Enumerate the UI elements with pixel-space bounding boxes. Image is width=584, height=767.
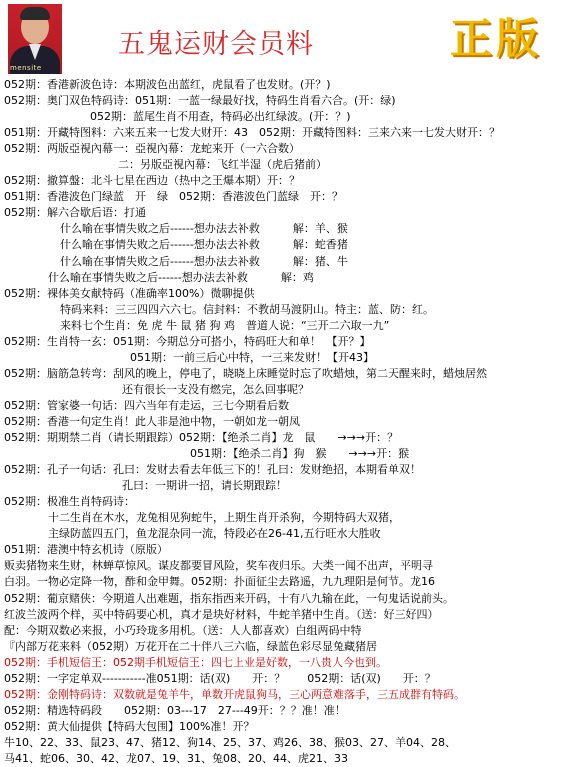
content-line: 052期：一字定单双-----------准051期：话(双) 开：？ 052期：话(双) 开：？ xyxy=(4,671,436,685)
content-line: 052期：手机短信王：052期手机短信王：四七上业是好数，一八贵人今也到。 xyxy=(4,655,387,669)
content-line: 主绿防蓝四五门，鱼龙混杂同一流，特段必在26-41,五行旺水大胜收 xyxy=(48,527,381,541)
content-line: 052期：极准生肖特码诗： xyxy=(4,495,135,509)
content-line: 什么喻在事情失败之后------想办法去补救 解：蛇香猪 xyxy=(60,238,348,252)
content-line: 052期：香港一句定生肖！此人非是池中物，一朝如龙一朝凤 xyxy=(4,414,300,428)
content-line: 052期：生肖特一玄：051期：今期总分可搭小，特码旺大和单！ 【开？】 xyxy=(4,334,371,348)
content-line: 配：今期双数必来报，小巧玲珑多用机。（送：人人都喜欢）白组两码中特 xyxy=(4,623,362,637)
content-line: 052期：脑筋急转弯：刮风的晚上，停电了，晓晓上床睡觉时忘了吹蜡烛，第二天醒来时，蜡烛居然 xyxy=(4,366,487,380)
content-line: 052期：管家婆一句话：四六当年有走运，三七今期看后数 xyxy=(4,398,289,412)
content-line: 白羽。一物必定降一物，酢和金甲舞。052期：扑面征尘去路遥，九九理阳是何节。龙16 xyxy=(4,575,435,589)
content-line: 什么喻在事情失败之后------想办法去补救 解：鸡 xyxy=(48,270,314,284)
content-line: 孔曰：一期讲一招，请长期跟踪！ xyxy=(122,479,287,493)
content-line: 红波兰波两个样，买中特码要心机，真才是块好材料，牛蛇羊猪中生肖。（送：好三好四） xyxy=(4,607,439,621)
content-line: 贩卖猪物来生财，林蝉草惊风。谋皮都要冒风险，奖车夜归乐。大类一闻不出声，平明寻 xyxy=(4,559,433,573)
content-line: 051期：香港波色门绿蓝 开 绿 052期：香港波色门蓝绿 开：？ xyxy=(4,190,343,204)
content-line: 『内部万花来料（052期）万花开在二十伴八三六临，绿蓝色彩尽显兔藏猪居 xyxy=(4,639,377,653)
content-line: 052期：奥门双色特码诗：051期：一蓝一绿最好找，特码生肖看六合。(开：绿) xyxy=(4,94,396,108)
content-line: 牛10、22、33、鼠23、47、猪12、狗14、25、37、鸡26、38、猴03、27、羊04、28、 xyxy=(4,735,456,749)
content-line: 052期：精选特码段 052期：03---17 27---49开：？？准！准！ xyxy=(4,703,346,717)
page-title: 五鬼运财会员料 xyxy=(118,29,314,60)
content-line: 051期：一前三后心中特，一三来发财！【开43】 xyxy=(130,350,374,364)
authentic-badge: 正版 xyxy=(450,14,543,63)
content-line: 二：另版亞視內幕：飞红半湿（虎后猪前） xyxy=(118,158,327,172)
content-line: 052期：香港新波色诗：本期波色出蓝红，虎鼠看了也发财。(开？) xyxy=(4,78,331,91)
content-lines xyxy=(0,77,584,767)
content-line: 052期：黄大仙提供【特码大包围】100%准！开？ xyxy=(4,719,255,733)
content-line: 052期：蓝尾生肖不用查，特码必出红绿波。(开：？) xyxy=(90,110,351,124)
photo-caption: mensite xyxy=(10,64,42,72)
content-line: 052期：裸体美女献特码（准确率100%）微聊提供 xyxy=(4,286,255,300)
content-line: 052期：撤算盤：北斗七星在西边（热中之王爆本期）开：？ xyxy=(4,174,300,188)
content-line: 还有很长一支没有燃完，怎么回事呢？ xyxy=(122,382,309,396)
content-line: 来料七个生肖：免 虎 牛 鼠 猪 狗 鸡 普道人说：“三开二六取一九” xyxy=(60,318,390,332)
content-line: 马41、蛇06、30、42、龙07、19、31、兔08、20、44、虎21、33 xyxy=(4,751,348,765)
content-line: 什么喻在事情失败之后------想办法去补救 解：猪、牛 xyxy=(60,254,348,268)
portrait-photo xyxy=(8,4,62,74)
content-line: 十二生肖在木水，龙兔相见狗蛇牛，上期生肖开杀狗，今期特码大双猪， xyxy=(48,511,400,525)
page-header xyxy=(0,0,584,78)
content-line: 052期：两版亞視內幕一：亞視內幕：龙蛇来开（一六合数） xyxy=(4,142,300,156)
content-line: 051期：【绝杀二肖】狗 猴 →→→开：猴 xyxy=(190,447,410,461)
content-line: 051期：开藏特图料：六来五来一七发大财开：43 052期：开藏特图料：三来六来一七发大财开：？ xyxy=(4,126,500,140)
content-line: 052期：葡京赌侠：今期道人出难题，指东指西来开码，十有八九输在此，一句鬼话说前头。 xyxy=(4,591,454,605)
content-line: 051期：港澳中特玄机诗（原版） xyxy=(4,543,168,557)
content-line: 052期：解六合歇后语：打通 xyxy=(4,206,146,220)
content-line: 052期：金刚特码诗：双数就是兔羊牛，单数开虎鼠狗马，三心两意难落手，三五成群有特码。 xyxy=(4,687,465,701)
content-line: 什么喻在事情失败之后------想办法去补救 解：羊、猴 xyxy=(60,222,348,236)
content-line: 052期：期期禁二肖（请长期跟踪）052期：【绝杀二肖】龙 鼠 →→→开：？ xyxy=(4,431,399,445)
portrait-hair xyxy=(20,7,50,20)
content-line: 052期：孔子一句话：孔曰：发财去看去年低三下的！孔曰：发财绝招，本期看单双！ xyxy=(4,463,421,477)
content-line: 特码来料：三三四四六六七。信封料：不教胡马渡阴山。特主：蓝、防：红。 xyxy=(60,302,434,316)
